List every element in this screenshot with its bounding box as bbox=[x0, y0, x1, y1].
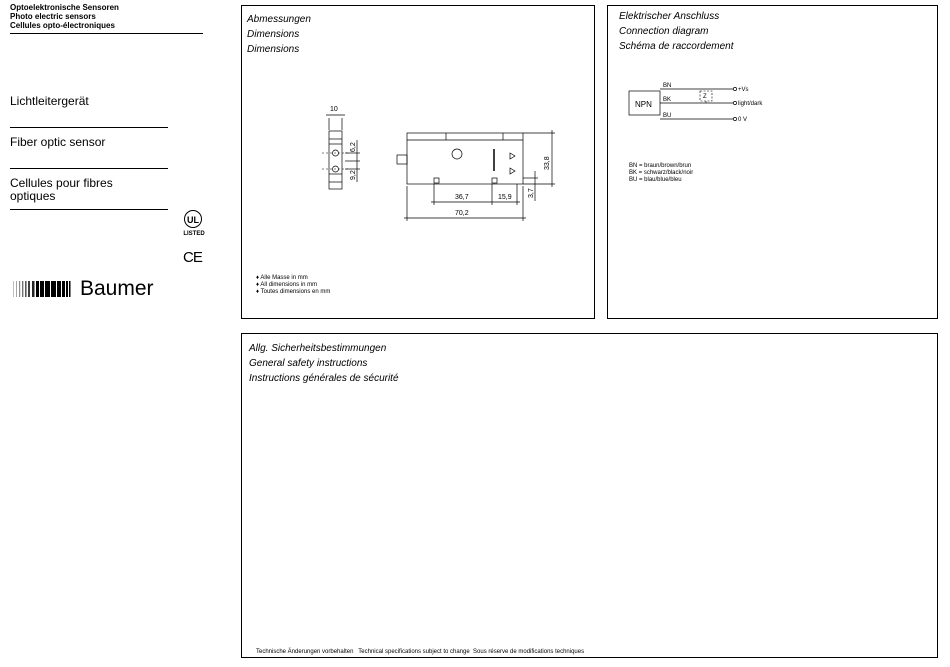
dimensions-panel bbox=[241, 5, 595, 319]
safety-title-en: General safety instructions bbox=[249, 358, 368, 369]
wire-bn-label: BN bbox=[663, 83, 672, 89]
dimensions-note-en: ♦ All dimensions in mm bbox=[256, 282, 318, 288]
dim-height: 33,8 bbox=[544, 156, 551, 170]
product-name-fr-2: optiques bbox=[10, 189, 56, 203]
dim-15-9: 15,9 bbox=[498, 194, 512, 201]
product-name-en: Fiber optic sensor bbox=[10, 135, 106, 149]
legend-bu: BU = blau/blue/bleu bbox=[629, 177, 682, 183]
product-rule-2 bbox=[10, 168, 168, 169]
legend-bn: BN = braun/brown/brun bbox=[629, 163, 692, 169]
connection-title-fr: Schéma de raccordement bbox=[619, 41, 734, 52]
safety-title-fr: Instructions générales de sécurité bbox=[249, 373, 399, 384]
connection-title-en: Connection diagram bbox=[619, 26, 709, 37]
ground-0v-label: 0 V bbox=[738, 117, 748, 123]
wire-bk-label: BK bbox=[663, 97, 672, 103]
dimensions-title-en: Dimensions bbox=[247, 29, 300, 40]
output-light-dark-label: light/dark bbox=[738, 101, 763, 107]
product-name-fr-1: Cellules pour fibres bbox=[10, 176, 113, 190]
dimensions-note-de: ♦ Alle Masse in mm bbox=[256, 275, 308, 281]
safety-title-de: Allg. Sicherheitsbestimmungen bbox=[249, 343, 387, 354]
dim-3-7: 3,7 bbox=[528, 188, 535, 198]
wiring-diagram bbox=[608, 6, 937, 318]
safety-panel bbox=[241, 333, 938, 658]
product-rule-3 bbox=[10, 209, 168, 210]
dim-36-7: 36,7 bbox=[455, 194, 469, 201]
ul-listed-label: LISTED bbox=[183, 231, 205, 237]
header-line-fr: Cellules opto-électroniques bbox=[10, 21, 115, 30]
legend-bk: BK = schwarz/black/noir bbox=[629, 170, 694, 176]
note-fr-text: Toutes dimensions en mm bbox=[260, 289, 331, 295]
dimensions-title-fr: Dimensions bbox=[247, 44, 300, 55]
connection-title-de: Elektrischer Anschluss bbox=[619, 11, 720, 22]
supply-vs-label: +Vs bbox=[738, 87, 749, 93]
ce-mark: CE bbox=[183, 249, 202, 266]
dimensions-title-de: Abmessungen bbox=[247, 14, 311, 25]
header-line-en: Photo electric sensors bbox=[10, 12, 96, 21]
brand-name: Baumer bbox=[80, 277, 154, 300]
header-line-de: Optoelektronische Sensoren bbox=[10, 3, 119, 12]
note-de-text: Alle Masse in mm bbox=[260, 275, 308, 281]
product-rule-1 bbox=[10, 127, 168, 128]
connection-panel bbox=[607, 5, 938, 319]
dimensions-note-fr: ♦ Toutes dimensions en mm bbox=[256, 289, 331, 295]
ul-listed-mark bbox=[183, 210, 205, 242]
product-name-de: Lichtleitergerät bbox=[10, 94, 89, 108]
load-z-label: Z bbox=[703, 94, 707, 100]
ul-logo-icon: UL bbox=[184, 210, 202, 228]
header-rule bbox=[10, 33, 203, 34]
npn-label: NPN bbox=[635, 100, 652, 109]
dimensions-drawing bbox=[242, 6, 594, 318]
baumer-logo-icon bbox=[13, 281, 71, 297]
footer-disclaimer: Technische Änderungen vorbehalten Technical specifications subject to change Sous réserve de modifications techniques bbox=[256, 649, 585, 655]
wire-bu-label: BU bbox=[663, 113, 672, 119]
dim-top-width: 10 bbox=[330, 106, 338, 113]
dim-side-9-2: 9,2 bbox=[350, 170, 357, 180]
dim-side-6-2: 6,2 bbox=[350, 142, 357, 152]
dim-total: 70,2 bbox=[455, 210, 469, 217]
note-en-text: All dimensions in mm bbox=[260, 282, 318, 288]
